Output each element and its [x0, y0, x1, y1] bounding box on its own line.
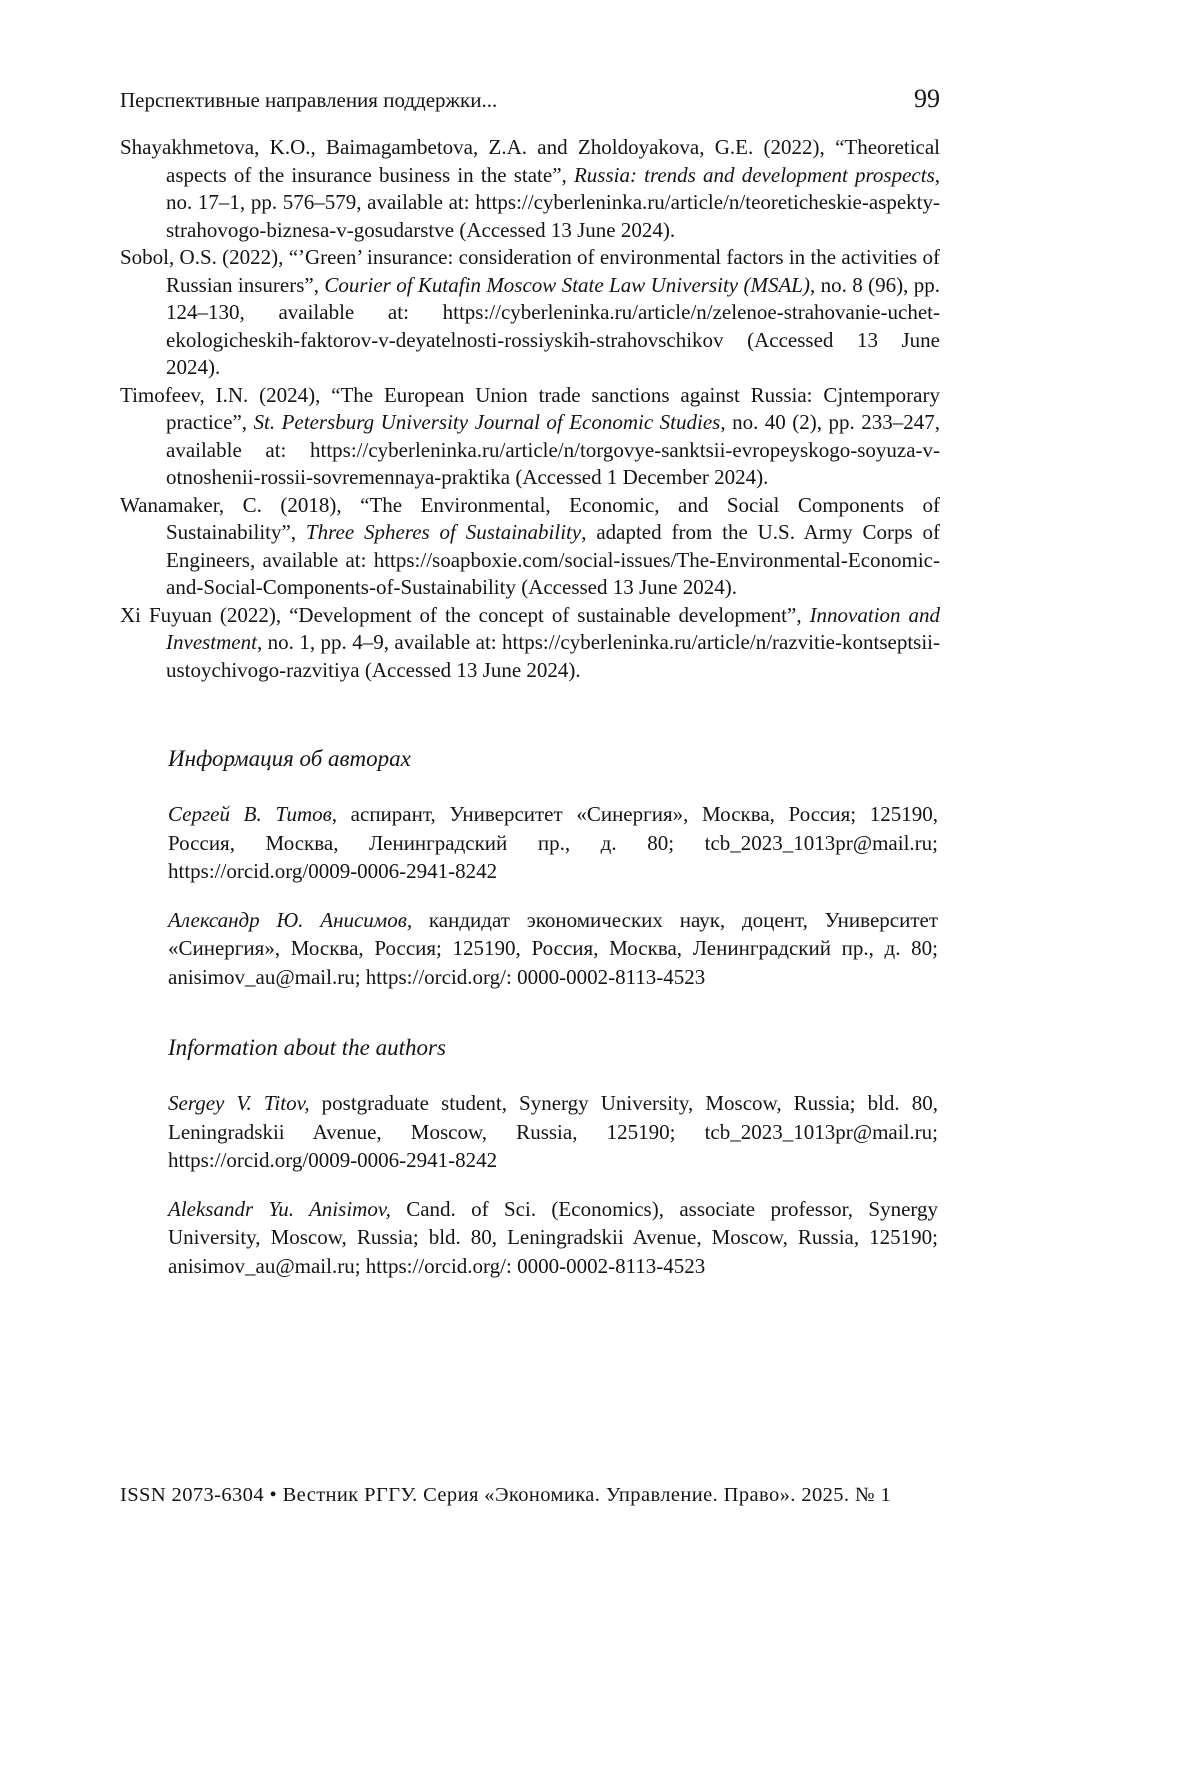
italic-text-segment: Сергей В. Титов, — [168, 802, 338, 826]
text-segment: Wanamaker, C. (2018), “The Environmental, Economic, and Social Components of Sustainability”, — [120, 492, 940, 544]
running-head: Перспективные направления поддержки... — [120, 88, 498, 112]
reference-entry — [120, 492, 940, 602]
references-list — [120, 134, 940, 684]
italic-text-segment: Aleksandr Yu. Anisimov, — [168, 1196, 391, 1221]
text-segment: , no. 8 (96), pp. 124–130, available at: https://cyberleninka.ru/article/n/zelenoe-strahovanie-uchet-ekologicheskih-faktorov-v-deyatelnosti-rossiyskih-strahovschikov (Accessed 13 June 2024). — [166, 272, 940, 379]
page-content — [120, 84, 940, 1280]
text-segment: postgraduate student, Synergy University, Moscow, Russia; bld. 80, Leningradskii Avenue, Moscow, Russia, 125190; tcb_2023_1013pr@mail.ru; https://orcid.org/0009-0006-2941-8242 — [168, 1091, 938, 1172]
authors-info-section-en — [168, 1033, 938, 1280]
section-heading-authors-en: Information about the authors — [168, 1035, 446, 1060]
text-segment: , no. 17–1, pp. 576–579, available at: https://cyberleninka.ru/article/n/teoreticheskie-aspekty-strahovogo-biznesa-v-gosudarstve (Accessed 13 June 2024). — [166, 162, 940, 242]
authors-info-section-ru — [168, 744, 938, 991]
text-segment: Sobol, O.S. (2022), “’Green’ insurance: consideration of environmental factors in the activities of Russian insurers”, — [120, 245, 940, 297]
page-number: 99 — [914, 84, 940, 113]
italic-text-segment: St. Petersburg University Journal of Economic Studies, — [253, 410, 726, 434]
text-segment: кандидат экономических наук, доцент, Университет «Синергия», Москва, Россия; 125190, Россия, Москва, Ленинградский пр., д. 80; anisimov_au@mail.ru; https://orcid.org/: 0000-0002-8113-4523 — [168, 907, 938, 989]
text-segment: Xi Fuyuan (2022), “Development of the concept of sustainable development”, — [120, 602, 810, 627]
italic-text-segment: Three Spheres of Sustainability — [305, 520, 582, 544]
author-paragraph-titov-ru — [168, 800, 938, 886]
italic-text-segment: Sergey V. Titov, — [168, 1091, 310, 1115]
reference-entry — [120, 602, 940, 685]
text-segment: аспирант, Университет «Синергия», Москва, Россия; 125190, Россия, Москва, Ленинградский пр., д. 80; tcb_2023_1013pr@mail.ru; https://orcid.org/0009-0006-2941-8242 — [168, 802, 938, 883]
reference-entry — [120, 382, 940, 492]
italic-text-segment: Innovation and Investment — [166, 602, 941, 654]
reference-entry — [120, 134, 940, 244]
page-footer — [120, 1484, 940, 1507]
text-segment: Cand. of Sci. (Economics), associate professor, Synergy University, Moscow, Russia; bld. 80, Leningradskii Avenue, Moscow, Russia, 125190; anisimov_au@mail.ru; https://orcid.org/: 0000-0002-8113-4523 — [168, 1196, 939, 1278]
text-segment: no. 40 (2), pp. 233–247, available at: https://cyberleninka.ru/article/n/torgovye-sanktsii-evropeyskogo-soyuza-v-otnoshenii-rossii-sovremennaya-praktika (Accessed 1 December 2024). — [166, 410, 940, 489]
italic-text-segment: Александр Ю. Анисимов, — [168, 907, 413, 932]
text-segment: Timofeev, I.N. (2024), “The European Union trade sanctions against Russia: Cjntemporary practice”, — [120, 382, 940, 434]
italic-text-segment: Courier of Kutafin Moscow State Law University (MSAL) — [324, 272, 810, 297]
text-segment: , adapted from the U.S. Army Corps of Engineers, available at: https://soapboxie.com/social-issues/The-Environmental-Economic-and-Social-Components-of-Sustainability (Accessed 13 June 2024). — [166, 520, 940, 599]
author-paragraph-anisimov-ru — [168, 906, 938, 992]
reference-entry — [120, 244, 940, 382]
text-segment: , no. 1, pp. 4–9, available at: https://cyberleninka.ru/article/n/razvitie-kontseptsii-ustoychivogo-razvitiya (Accessed 13 June 2024). — [166, 630, 940, 682]
text-segment: Shayakhmetova, K.O., Baimagambetova, Z.A. and Zholdoyakova, G.E. (2022), “Theoretical aspects of the insurance business in the state”, — [120, 135, 940, 187]
author-paragraph-anisimov-en — [168, 1195, 938, 1281]
section-heading-authors-ru: Информация об авторах — [168, 746, 411, 771]
italic-text-segment: Russia: trends and development prospects — [573, 162, 935, 187]
footer-text: ISSN 2073-6304 • Вестник РГГУ. Серия «Экономика. Управление. Право». 2025. № 1 — [120, 1484, 892, 1506]
page-header — [120, 84, 940, 114]
author-paragraph-titov-en — [168, 1089, 938, 1175]
